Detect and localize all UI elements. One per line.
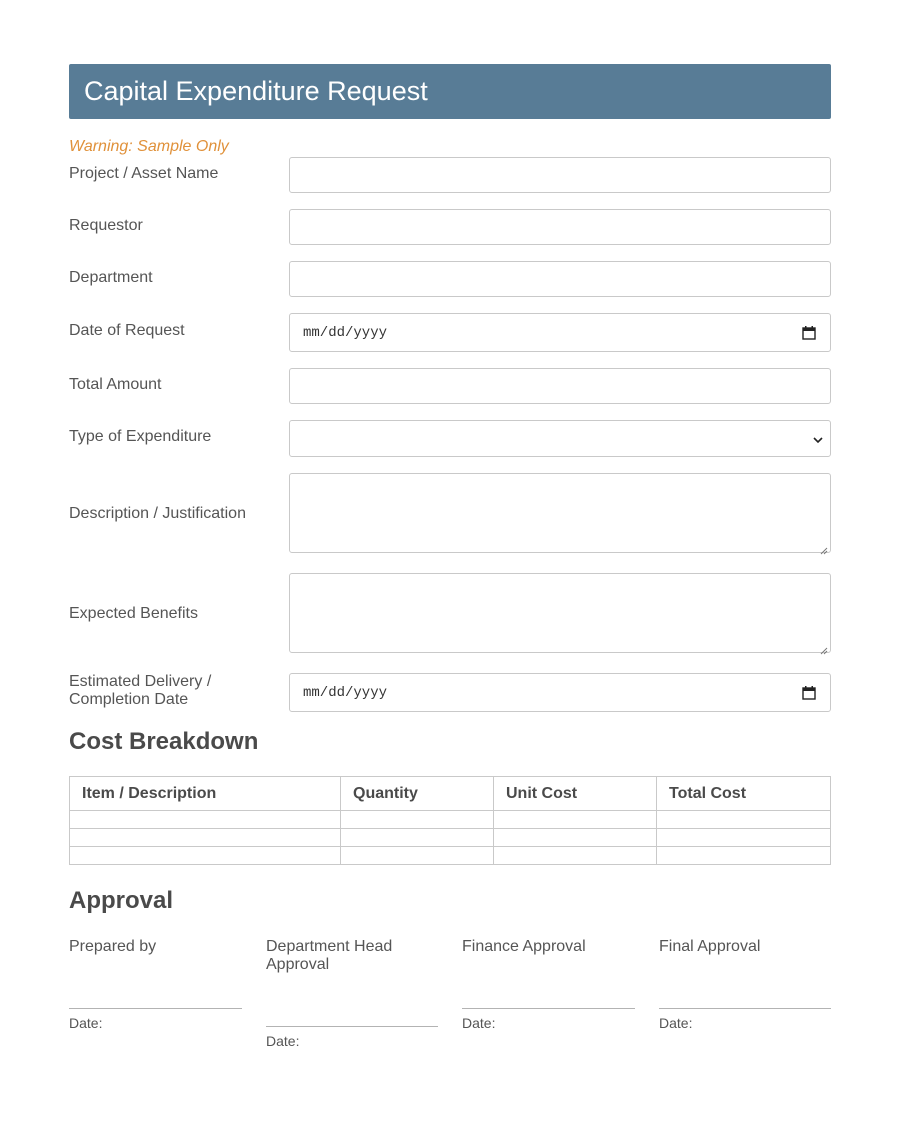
- column-header-quantity: Quantity: [341, 777, 494, 811]
- prepared-by-date-label: Date:: [69, 1015, 103, 1031]
- page-title: Capital Expenditure Request: [84, 76, 428, 106]
- table-row: [70, 811, 831, 829]
- delivery-date-label: [69, 673, 279, 709]
- final-approval-label: [659, 938, 760, 956]
- table-cell[interactable]: [494, 811, 657, 829]
- date-of-request-label: Date of Request: [69, 322, 185, 339]
- prepared-by-label-line1: Prepared by: [69, 938, 157, 955]
- description-label: Description / Justification: [69, 505, 246, 522]
- calendar-icon[interactable]: [802, 326, 816, 340]
- final-approval-signature-line[interactable]: [659, 1008, 831, 1009]
- table-cell[interactable]: [70, 829, 341, 847]
- table-header-row: [70, 777, 831, 811]
- table-cell[interactable]: [657, 847, 831, 865]
- form-header: [69, 64, 831, 119]
- table-cell[interactable]: [494, 847, 657, 865]
- finance-approval-signature-line[interactable]: [462, 1008, 635, 1009]
- expected-benefits-textarea[interactable]: [289, 573, 831, 653]
- table-cell[interactable]: [341, 829, 494, 847]
- project-name-input[interactable]: [289, 157, 831, 193]
- finance-approval-label: [462, 938, 586, 956]
- table-row: [70, 847, 831, 865]
- expected-benefits-label: Expected Benefits: [69, 605, 198, 622]
- table-cell[interactable]: [341, 811, 494, 829]
- table-cell[interactable]: [70, 811, 341, 829]
- department-head-signature-line[interactable]: [266, 1026, 438, 1027]
- cost-breakdown-table: [69, 776, 831, 865]
- column-header-unit-cost: Unit Cost: [494, 777, 657, 811]
- final-approval-date-label: Date:: [659, 1015, 693, 1031]
- department-head-date-label: Date:: [266, 1033, 300, 1049]
- type-of-expenditure-select[interactable]: [289, 420, 831, 457]
- delivery-date-input[interactable]: [289, 673, 831, 712]
- table-cell[interactable]: [341, 847, 494, 865]
- chevron-down-icon: [812, 433, 824, 445]
- finance-approval-label-line1: Finance Approval: [462, 938, 586, 955]
- delivery-date-label-line2: Completion Date: [69, 691, 189, 708]
- prepared-by-label: [69, 938, 156, 956]
- table-cell[interactable]: [657, 811, 831, 829]
- department-input[interactable]: [289, 261, 831, 297]
- department-label: Department: [69, 269, 153, 286]
- calendar-icon[interactable]: [802, 686, 816, 700]
- requestor-label: Requestor: [69, 217, 143, 234]
- total-amount-label: Total Amount: [69, 376, 162, 393]
- column-header-total-cost: Total Cost: [657, 777, 831, 811]
- department-head-approval-label-line2: Approval: [266, 956, 330, 973]
- finance-approval-date-label: Date:: [462, 1015, 496, 1031]
- resize-grip-icon[interactable]: [820, 542, 828, 550]
- department-head-approval-label: [266, 938, 392, 974]
- date-of-request-input[interactable]: [289, 313, 831, 352]
- total-amount-input[interactable]: [289, 368, 831, 404]
- final-approval-label-line1: Final Approval: [659, 938, 761, 955]
- department-head-approval-label-line1: Department Head: [266, 938, 393, 955]
- table-cell[interactable]: [494, 829, 657, 847]
- cost-breakdown-title: Cost Breakdown: [69, 728, 259, 755]
- project-name-label: Project / Asset Name: [69, 165, 219, 182]
- warning-text: Warning: Sample Only: [69, 138, 229, 155]
- column-header-item: Item / Description: [70, 777, 341, 811]
- prepared-by-signature-line[interactable]: [69, 1008, 242, 1009]
- approval-title: Approval: [69, 887, 174, 914]
- resize-grip-icon[interactable]: [820, 642, 828, 650]
- date-of-request-placeholder: mm/dd/yyyy: [303, 324, 388, 341]
- delivery-date-placeholder: mm/dd/yyyy: [303, 684, 388, 701]
- table-row: [70, 829, 831, 847]
- table-cell[interactable]: [70, 847, 341, 865]
- requestor-input[interactable]: [289, 209, 831, 245]
- description-textarea[interactable]: [289, 473, 831, 553]
- delivery-date-label-line1: Estimated Delivery /: [69, 673, 212, 690]
- type-of-expenditure-label: Type of Expenditure: [69, 428, 212, 445]
- table-cell[interactable]: [657, 829, 831, 847]
